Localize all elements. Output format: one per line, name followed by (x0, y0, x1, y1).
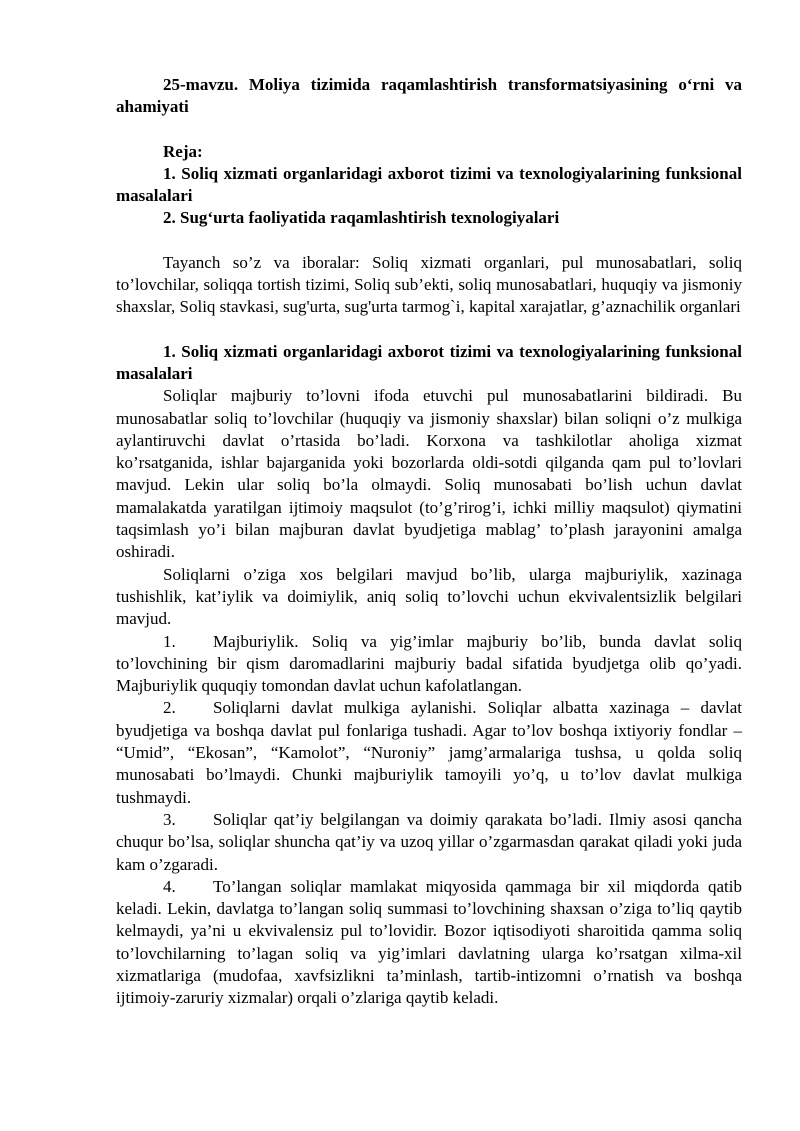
list-item-number: 4. (163, 876, 176, 896)
list-item-number: 3. (163, 809, 176, 829)
list-item (116, 876, 742, 1010)
plan-item-1: 1. Soliq xizmati organlaridagi axborot tizimi va texnologiyalarining funksional masalalari (116, 163, 742, 206)
list-item (116, 631, 742, 698)
list-item (116, 809, 742, 876)
spacer (116, 319, 742, 341)
page-title: 25-mavzu. Moliya tizimida raqamlashtirish transformatsiyasining o‘rni va ahamiyati (116, 75, 742, 117)
list-item-text: To’langan soliqlar mamlakat miqyosida qammaga bir xil miqdorda qatib keladi. Lekin, davlatga to’langan soliq summasi to’lovchining shaxsan o’ziga to’liq qaytib kelmaydi, ya’ni u ekvivalensiz pul to’lovidir. Bozor iqtisodiyoti sharoitida qamma soliq to’lovchilarning to’lagan soliq va yig’imlari davlatning ularga ko’rsatgan xilma-xil xizmatlariga (mudofaa, xavfsizlikni ta’minlash, tartib-intizomni o’rnatish va boshqa ijtimoiy-zaruriy xizmalar) orqali o’zlariga qaytib keladi. (116, 876, 742, 1008)
spacer (116, 230, 742, 252)
paragraph-2: Soliqlarni o’ziga xos belgilari mavjud bo’lib, ularga majburiylik, xazinaga tushishlik, kat’iylik va doimiylik, aniq soliq to’lovchi uchun ekvivalentsizlik belgilari mavjud. (116, 564, 742, 629)
list-item-number: 2. (163, 698, 176, 718)
paragraph-1: Soliqlar majburiy to’lovni ifoda etuvchi pul munosabatlarini bildiradi. Bu munosabatlar soliq to’lovchilar (huquqiy va jismoniy shaxslar) bilan soliqni o’z mulkiga aylantiruvchi davlat o’rtasida bo’ladi. Korxona va tashkilotlar aholiga xizmat ko’rsatganida, ishlar bajarganida yoki bozorlarda oldi-sotdi qilganda qam pul to’lovlari mavjud. Lekin ular soliq bo’la olmaydi. Soliq munosabati bo’lish uchun davlat mamalakatda yaratilgan ijtimoiy maqsulot (to’g’rirog’i, ichki milliy maqsulot) qiymatini taqsimlash yo’i bilan majburan davlat byudjetiga mablag’ to’plash jarayonini amalga oshiradi. (116, 386, 742, 562)
list-item-number: 1. (163, 631, 176, 651)
list-item (116, 697, 742, 808)
list-item-text: Soliqlar qat’iy belgilangan va doimiy qarakata bo’ladi. Ilmiy asosi qancha chuqur bo’lsa, soliqlar shuncha qat’iy va uzoq yillar o’zgarmasdan qarakat qiladi yoki juda kam o’zgaradi. (116, 809, 742, 874)
keywords-paragraph: Tayanch so’z va iboralar: Soliq xizmati organlari, pul munosabatlari, soliq to’lovchilar, soliqqa tortish tizimi, Soliq sub’ekti, soliq munosabatlari, huquqiy va jismoniy shaxslar, Soliq stavkasi, sug'urta, sug'urta tarmog`i, kapital xarajatlar, g’aznachilik organlari (116, 252, 742, 317)
plan-item-2: 2. Sug‘urta faoliyatida raqamlashtirish texnologiyalari (163, 208, 560, 228)
section-1-heading: 1. Soliq xizmati organlaridagi axborot tizimi va texnologiyalarining funksional masalalari (116, 341, 742, 383)
list-item-text: Soliqlarni davlat mulkiga aylanishi. Soliqlar albatta xazinaga – davlat byudjetiga va boshqa davlat pul fonlariga tushadi. Agar to’lov boshqa ixtiyoriy fondlar – “Umid”, “Ekosan”, “Kamolot”, “Nuroniy” jamg’armalariga tushsa, u qolda soliq munosabati bo’lmaydi. Chunki majburiylik tamoyili yo’q, u to’lov davlat mulkiga tushmaydi. (116, 698, 742, 807)
list-item-text: Majburiylik. Soliq va yig’imlar majburiy bo’lib, bunda davlat soliq to’lovchining bir qism daromadlarini majburiy badal sifatida byudjetga olib qo’yadi. Majburiylik ququqiy tomondan davlat uchun kafolatlangan. (116, 631, 742, 696)
plan-heading: Reja: (163, 141, 203, 161)
spacer (116, 119, 742, 141)
